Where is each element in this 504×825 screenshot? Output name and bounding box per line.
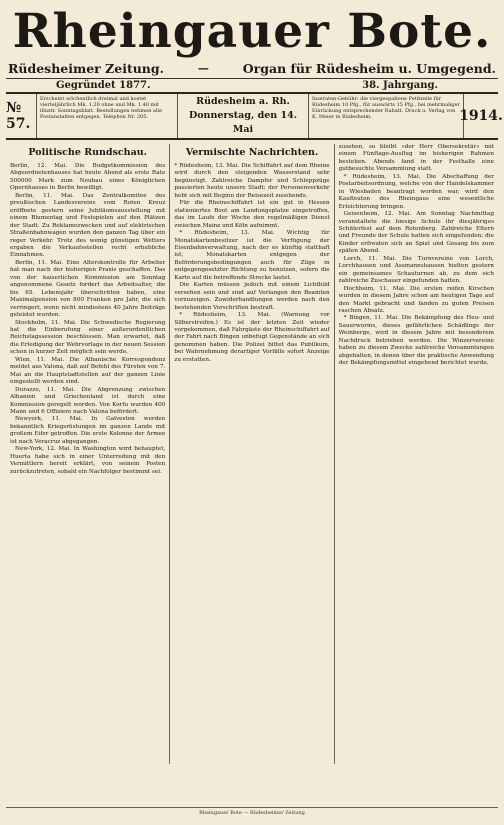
issue-date-block — [178, 94, 309, 138]
column-local-news — [169, 144, 333, 764]
article-paragraph: Für die Rheinschiffahrt ist ein gut in Hessen stationiertes Boot am Landungsplatze eingetroffen, das im Laufe der Woche den regelmäßigen Dienst zwischen Mainz und Köln aufnimmt. — [174, 200, 330, 229]
article-paragraph: zusehen, so bleibt »der Herr Obersekretär« mit einem Fünftage-Ausflug im bisherigen Rahmen bestehen. Abends fand in der Festhalle eine gutbesuchte Versammlung statt. — [338, 144, 494, 173]
article-paragraph: * Rüdesheim, 13. Mai. (Warnung vor Silberstreifen.) Es ist der letzten Zeit wieder vorgekommen, daß Fahrgäste der Rheinschiffahrt auf der Fahrt nach Bingen unbefugt Gegenstände an sich genommen haben. Die Polizei bittet das Publikum, bei Wahrnehmung derartiger Vorfälle sofort Anzeige zu erstatten. — [174, 312, 330, 363]
page-footer: Rheingauer Bote — Rüdesheimer Zeitung — [6, 807, 498, 817]
newspaper-page — [6, 4, 503, 817]
article-paragraph: Newyork, 11. Mai. In Galveston werden bekanntlich Kriegsrüstungen im ganzen Lande mit großem Eifer getroffen. Die erste Kolonne der Armee ist nach Veracruz abgegangen. — [10, 416, 166, 445]
issue-year: 1914. — [459, 108, 503, 124]
advertising-info: Inseraten-Gebühr: die viergespaltene Petitzeile für Rüdesheim 10 Pfg., für auswärts 15 Pfg., bei mehrmaliger Einrückung entsprechender Rabatt. Druck u. Verlag von K. Meier in Rüdesheim. — [309, 94, 464, 138]
article-paragraph: * Bingen, 11. Mai. Die Bekämpfung des Heu- und Sauerwurms, dieses gefährlichen Schädlings der Weinberge, wird in diesem Jahre mit besonderem Nachdruck betrieben werden. Die Winzervereine haben zu diesem Zwecke zahlreiche Versammlungen abgehalten, in denen über die praktische Anwendung der Bekämpfungsmittel eingehend berichtet wurde. — [338, 315, 494, 367]
section-heading-local: Vermischte Nachrichten. — [185, 147, 319, 158]
article-paragraph: * Rüdesheim, 13. Mai. Wichtig für Monatskartenbesitzer ist die Verfügung der Eisenbahnverwaltung, nach der es künftig statthaft ist, Monatskarten entgegen der Beförderungsbedingungen auch für Züge in entgegengesetzter Richtung zu benutzen, sofern die Karte auf die betreffende Strecke lautet. — [174, 230, 330, 281]
founded-year: Gegründet 1877. — [56, 80, 151, 91]
article-columns — [6, 144, 498, 764]
article-paragraph: Stockholm, 11. Mai. Die Schwedische Regierung hat die Einberufung einer außerordentlichen Reichstagssession beschlossen. Man erwartet, daß die Erledigung der Wehrvorlage in der neuen Session schon in kurzer Zeit möglich sein werde. — [10, 319, 166, 356]
article-paragraph: Berlin, 11. Mai. Das Zentralkomitee des preußischen Landesvereins vom Roten Kreuz eröffnete gestern seine Jubiläumsausstellung mit einem Blumentag und Festspielen auf den Plätzen der Stadt. Zu Reklamezwecken und auf elektrischen Straßenbahnwagen wurden den ganzen Tag über ein reger Verkehr. Trotz des wenig günstigen Wetters ergaben die Verkaufsstellen recht erhebliche Einnahmen. — [10, 192, 166, 259]
article-paragraph: Geisenheim, 12. Mai. Am Sonntag Nachmittag veranstaltete die hiesige Schule ihr diesjähriges Schülerfest auf dem Rotenberg. Zahlreiche Eltern und Freunde der Schule hatten sich eingefunden; die Kinder erfreuten sich an Spiel und Gesang bis zum späten Abend. — [338, 211, 494, 255]
article-paragraph: Berlin, 12. Mai. Die Budgetkommission des Abgeordnetenhauses hat heute Abend als erste Rate 500000 Mark zum Neubau eines Königlichen Opernhauses in Berlin bewilligt. — [10, 163, 166, 192]
issue-number: № 57. — [6, 94, 37, 138]
volume-label: 38. Jahrgang. — [362, 80, 438, 91]
subtitle-separator: — — [197, 62, 209, 75]
subtitle-left: Rüdesheimer Zeitung. — [8, 61, 164, 76]
issue-info-bar — [6, 94, 503, 140]
founded-line — [6, 79, 498, 94]
article-paragraph: New-York, 12. Mai. In Washington wird behauptet, Huerta habe sich in einer Unterredung mit den Vermittlern bereit erklärt, von seinem Posten zurückzutreten, sobald ein Nachfolger bestimmt sei. — [10, 446, 166, 475]
article-paragraph: * Rüdesheim, 13. Mai. Die Schiffahrt auf dem Rheine wird durch den steigenden Wasserstand sehr begünstigt. Zahlreiche Dampfer und Schleppzüge passierten heute unsere Stadt; der Personenverkehr hebt sich mit Beginn der Reisezeit zusehends. — [174, 163, 330, 199]
article-paragraph: Die Karten müssen jedoch mit einem Lichtbild versehen sein und sind auf Verlangen den Beamten vorzuzeigen. Zuwiderhandlungen werden nach den bestehenden Vorschriften bestraft. — [174, 282, 330, 311]
subtitle-right: Organ für Rüdesheim u. Umgegend. — [242, 61, 496, 76]
column-regional-news — [334, 144, 498, 764]
issue-place: Rüdesheim a. Rh. — [196, 96, 290, 107]
masthead-title: Rheingauer Bote. — [12, 4, 492, 59]
article-paragraph: Wien, 11. Mai. Die Albanische Korrespondenz meldet aus Valona, daß auf Befehl des Fürsten von 7. Mai an die Hauptstadtstellen auf der ganzen Linie eingestellt werden sind. — [10, 356, 166, 386]
article-paragraph: * Rüdesheim, 13. Mai. Die Abschaffung der Postarbeitsordnung, welche von der Handelskammer in Wiesbaden beantragt worden war, wird den Kaufleuten des Rheingaus eine wesentliche Erleichterung bringen. — [338, 173, 494, 210]
masthead-subtitle — [6, 60, 498, 79]
article-paragraph: Durazzo, 11. Mai. Die Abgrenzung zwischen Albanien und Griechenland ist durch eine Kommission geregelt worden. Von Korfu wurden 400 Mann und 6 Offiziere nach Valona befördert. — [10, 386, 166, 415]
subscription-info: Erscheint wöchentlich dreimal und kostet vierteljährlich Mk. 1.20 ohne und Mk. 1.40 mit illustr. Sonntagsblatt. Bestellungen nehmen alle Postanstalten entgegen. Telephon Nr. 205. — [37, 94, 178, 138]
article-paragraph: Berlin, 11. Mai. Eine Alterskontrolle für Arbeiter hat man nach der bisherigen Praxis geschaffen. Das von der kaiserlichen Kommission am Sonntag angenommene Gesetz fordert das Arbeitsalter, die bis 65. Lebensjahr überschritten haben, eine Maximalpension von 800 Franken pro Jahr, die sich verringert, wenn nicht mindestens 40 Jahre Beiträge geleistet wurden. — [10, 259, 166, 319]
section-heading-politics: Politische Rundschau. — [28, 147, 147, 158]
article-paragraph: Lorch, 11. Mai. Die Turnvereine von Lorch, Lorchhausen und Assmannshausen hielten gestern ein gemeinsames Schauturnen ab, zu dem sich zahlreiche Zuschauer eingefunden hatten. — [338, 255, 494, 285]
issue-date: Donnerstag, den 14. Mai — [188, 110, 298, 135]
column-politics — [6, 144, 169, 764]
article-paragraph: Hochheim, 11. Mai. Die ersten reifen Kirschen wurden in diesem Jahre schon am heutigen Tage auf den Markt gebracht und fanden zu guten Preisen raschen Absatz. — [338, 285, 494, 314]
